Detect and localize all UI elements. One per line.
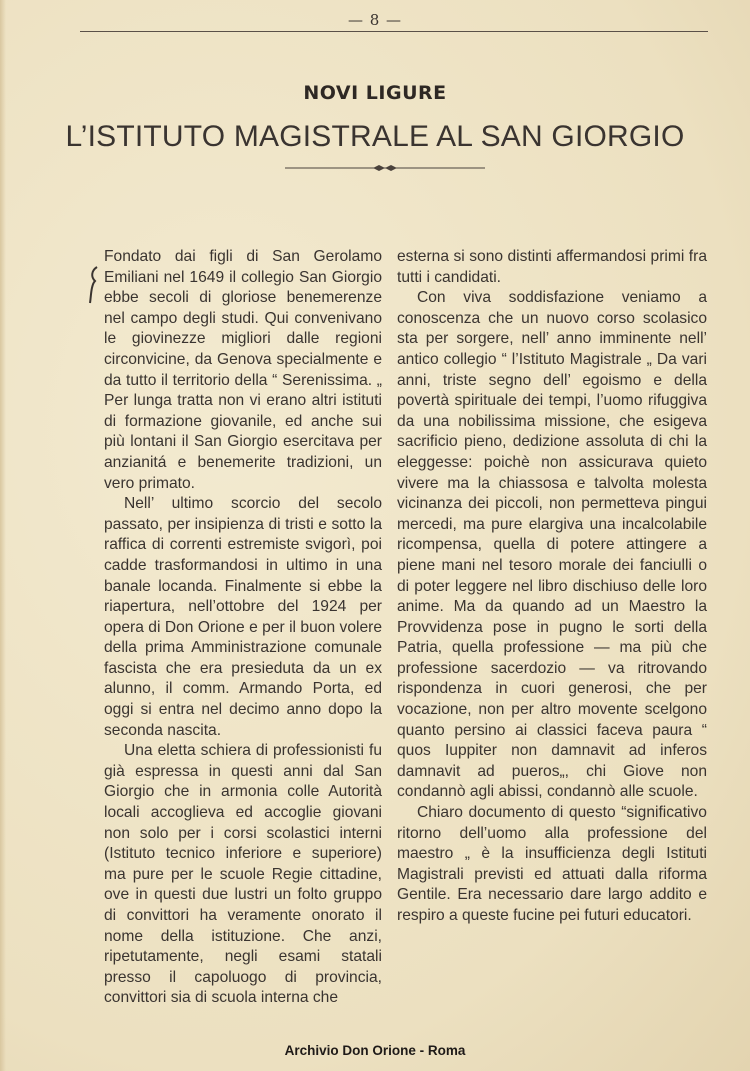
paragraph: Chiaro documento di questo “significativo ritorno dell’uomo alla professione del maestro „ è la insufficienza degli Istituti Magistrali previsti ed attuati dalla riforma Gentile. Era necessario dare largo addito e respiro a queste fucine pei futuri educatori. (397, 804, 707, 924)
left-column (104, 247, 382, 1009)
drop-cap-bracket (88, 265, 100, 305)
paragraph: Una eletta schiera di professionisti fu già espressa in questi anni dal San Giorgio che in armonia colle Autorità locali accoglieva ed accoglie giovani non solo per i corsi scolastici interni (Istituto tecnico inferiore e superiore) ma pure per le scuole Regie cittadine, ove in questi due lustri un folto gruppo di convittori ha veramente onorato il nome della istituzione. Che anzi, ripetutamente, negli esami statali presso il capoluogo di provincia, convittori sia di scuola interna che (104, 742, 382, 1007)
paragraph: Fondato dai figli di San Gerolamo Emiliani nel 1649 il collegio San Giorgio ebbe secoli di gloriose benemerenze nel campo degli studi. Qui convenivano le giovinezze migliori dalle regioni circonvicine, da Genova specialmente e da tutto il territorio della “ Serenissima. „ Per lunga tratta non vi erano altri istituti di formazione giovanile, ed anche sui più lontani il San Giorgio esercitava per anzianitá e benemerite tradizioni, un vero primato. (104, 248, 382, 492)
paragraph: Con viva soddisfazione veniamo a conoscenza che un nuovo corso scolasico sta per sorgere, nell’ anno imminente nell’ antico collegio “ l’Istituto Magistrale „ Da vari anni, triste segno dell’ egoismo e della povertà spirituale dei tempi, l’uomo rifuggiva da una nobilissima missione, che esigeva sacrificio pieno, dedizione assoluta di chi la eleggesse: poichè non assicurava quieto vivere ma la chiassosa e talvolta molesta vicinanza dei piccoli, non permetteva pingui mercedi, ma pure elargiva una incalcolabile ricompensa, quella di potere attingere a piene mani nel tesoro morale dei fanciulli o di poter leggere nel libro dischiuso delle loro anime. Ma da quando ad un Maestro la Provvidenza pose in pugno le sorti della Patria, quella professione — ma più che professione sacerdozio — va ritrovando rispondenza in cuori generosi, che per vocazione, non per altro movente scelgono quanto persino ai classici faceva paura “ quos Iuppiter non damnavit ad inferos damnavit ad pueros„, chi Giove non condannò agli abissi, condannò alle scuole. (397, 289, 707, 801)
paragraph: esterna si sono distinti affermandosi primi fra tutti i candidati. (397, 248, 707, 286)
paragraph: Nell’ ultimo scorcio del secolo passato, per insipienza di tristi e sotto la raffica di correnti estremiste svigorì, poi cadde trasformandosi in ultimo in una banale locanda. Finalmente si ebbe la riapertura, nell’ottobre del 1924 per opera di Don Orione e per il buon volere della prima Amministrazione comunale fascista che era presieduta da un ex alunno, il comm. Armando Porta, ed oggi si entra nel decimo anno dopo la seconda nascita. (104, 495, 382, 739)
right-column (397, 247, 707, 927)
archive-footer: Archivio Don Orione - Roma (284, 1043, 466, 1058)
title-ornament-divider (285, 163, 485, 173)
article-kicker: NOVI LIGURE (303, 82, 447, 104)
page-number: — 8 — (347, 11, 403, 29)
article-headline: L’ISTITUTO MAGISTRALE AL SAN GIORGIO (65, 120, 685, 153)
header-rule (80, 31, 708, 32)
page-edge-shadow (0, 0, 6, 1071)
